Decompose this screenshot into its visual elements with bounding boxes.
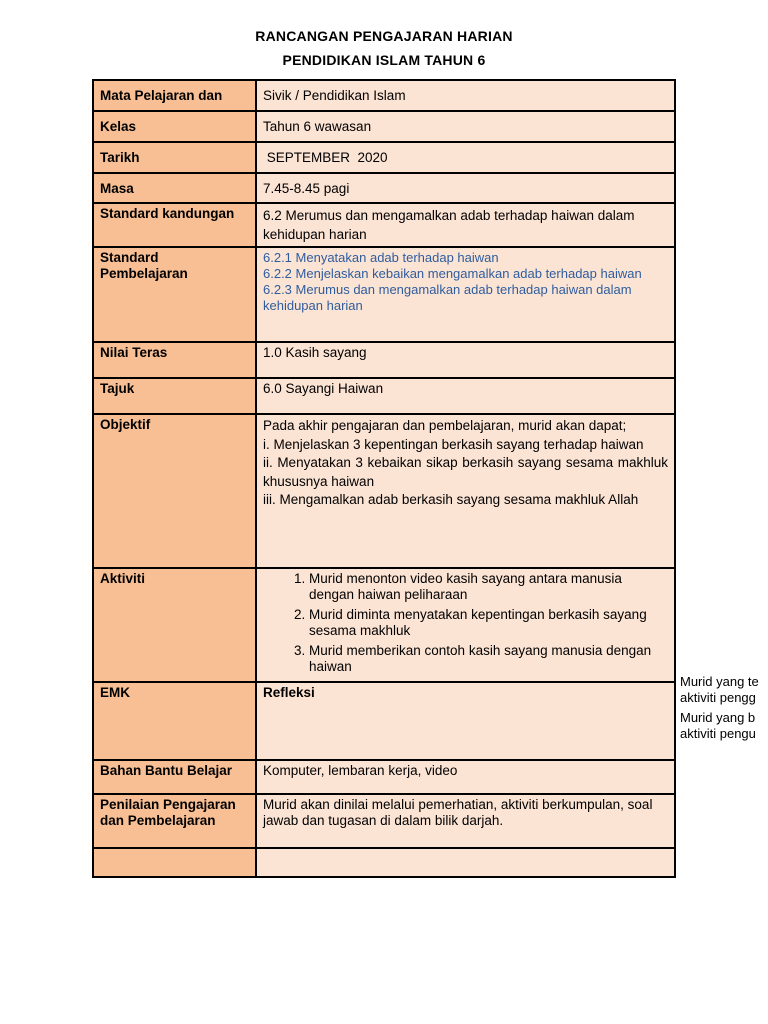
table-row	[93, 414, 675, 568]
row-value-standard-pembelajaran	[256, 247, 675, 342]
row-value-penilaian: Murid akan dinilai melalui pemerhatian, aktiviti berkumpulan, soal jawab dan tugasan di dalam bilik darjah.	[256, 794, 675, 848]
list-item: i. Menjelaskan 3 kepentingan berkasih sayang terhadap haiwan	[263, 436, 644, 452]
list-item: ii. Menyatakan 3 kebaikan sikap berkasih sayang sesama makhluk khususnya haiwan	[263, 455, 668, 489]
emk-note-line: Murid yang te	[680, 674, 759, 689]
list-item: 2. Murid diminta menyatakan kepentingan berkasih sayang sesama makhluk	[309, 607, 668, 639]
row-value-mata-pelajaran: Sivik / Pendidikan Islam	[256, 80, 675, 111]
row-value-nilai-teras: 1.0 Kasih sayang	[256, 342, 675, 378]
row-label-empty	[93, 848, 256, 877]
row-value-tajuk: 6.0 Sayangi Haiwan	[256, 378, 675, 414]
emk-overflow-note	[680, 674, 768, 746]
list-item: 1. Murid menonton video kasih sayang antara manusia dengan haiwan peliharaan	[309, 571, 668, 603]
table-row	[93, 142, 675, 173]
row-label-mata-pelajaran: Mata Pelajaran dan	[93, 80, 256, 111]
table-row	[93, 173, 675, 203]
row-label-tarikh: Tarikh	[93, 142, 256, 173]
table-row	[93, 247, 675, 342]
row-value-masa: 7.45-8.45 pagi	[256, 173, 675, 203]
row-value-aktiviti	[256, 568, 675, 682]
list-item: 3. Murid memberikan contoh kasih sayang manusia dengan haiwan	[309, 643, 668, 675]
aktiviti-list	[263, 571, 668, 675]
table-row	[93, 111, 675, 142]
row-label-standard-kandungan: Standard kandungan	[93, 203, 256, 247]
table-row	[93, 848, 675, 877]
list-item: iii. Mengamalkan adab berkasih sayang sesama makhluk Allah	[263, 492, 639, 507]
emk-note-line: Murid yang b	[680, 710, 756, 725]
table-row	[93, 794, 675, 848]
row-value-objektif	[256, 414, 675, 568]
emk-note-line: aktiviti pengu	[680, 726, 756, 741]
table-row	[93, 80, 675, 111]
row-label-standard-pembelajaran: Standard Pembelajaran	[93, 247, 256, 342]
list-item: 6.2.3 Merumus dan mengamalkan adab terhadap haiwan dalam kehidupan harian	[263, 282, 632, 313]
row-label-penilaian: Penilaian Pengajaran dan Pembelajaran	[93, 794, 256, 848]
row-value-kelas: Tahun 6 wawasan	[256, 111, 675, 142]
row-label-nilai-teras: Nilai Teras	[93, 342, 256, 378]
list-item: 6.2.2 Menjelaskan kebaikan mengamalkan adab terhadap haiwan	[263, 266, 642, 281]
table-row	[93, 342, 675, 378]
list-item: 6.2.1 Menyatakan adab terhadap haiwan	[263, 250, 499, 265]
row-value-standard-kandungan: 6.2 Merumus dan mengamalkan adab terhadap haiwan dalam kehidupan harian	[256, 203, 675, 247]
row-value-empty	[256, 848, 675, 877]
row-value-bahan-bantu: Komputer, lembaran kerja, video	[256, 760, 675, 794]
table-row	[93, 568, 675, 682]
row-label-emk: EMK	[93, 682, 256, 760]
row-label-masa: Masa	[93, 173, 256, 203]
emk-note-line: aktiviti pengg	[680, 690, 756, 705]
row-value-emk: Refleksi	[256, 682, 675, 760]
table-row	[93, 760, 675, 794]
page-subtitle: PENDIDIKAN ISLAM TAHUN 6	[282, 52, 486, 68]
table-row	[93, 378, 675, 414]
row-label-bahan-bantu: Bahan Bantu Belajar	[93, 760, 256, 794]
row-label-aktiviti: Aktiviti	[93, 568, 256, 682]
row-label-kelas: Kelas	[93, 111, 256, 142]
lesson-plan-table	[92, 79, 676, 878]
objektif-intro: Pada akhir pengajaran dan pembelajaran, murid akan dapat;	[263, 418, 627, 433]
table-row	[93, 682, 675, 760]
page-title: RANCANGAN PENGAJARAN HARIAN	[255, 28, 513, 44]
row-label-tajuk: Tajuk	[93, 378, 256, 414]
row-value-tarikh: SEPTEMBER 2020	[256, 142, 675, 173]
row-label-objektif: Objektif	[93, 414, 256, 568]
table-row	[93, 203, 675, 247]
